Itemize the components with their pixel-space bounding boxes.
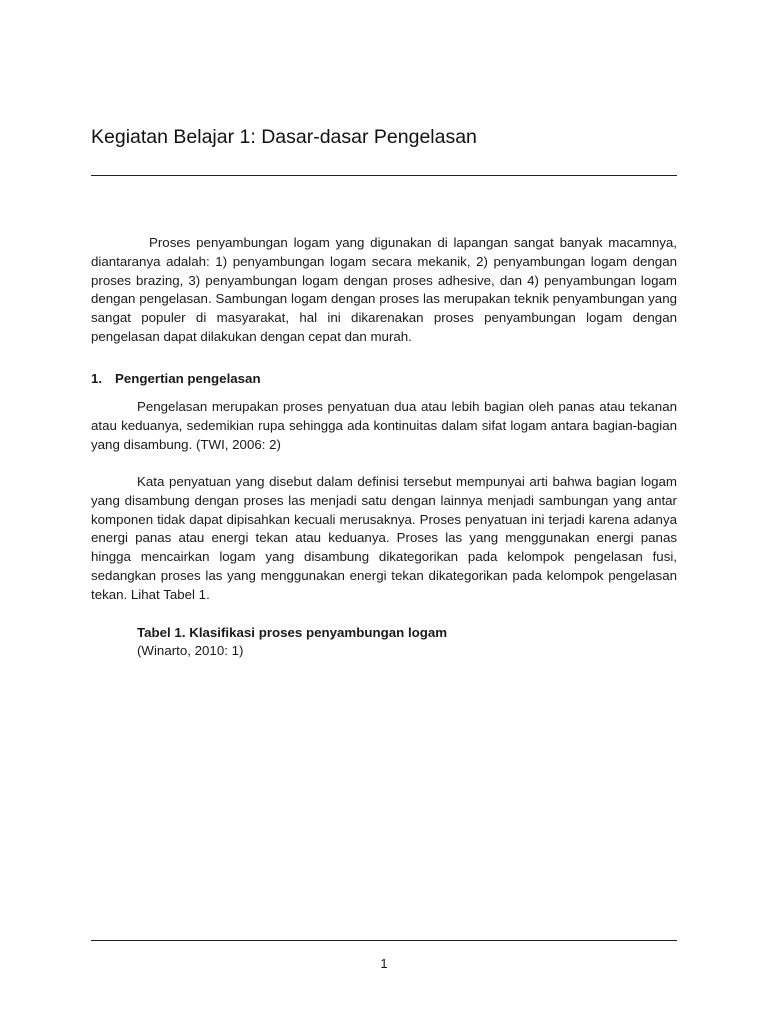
explanation-paragraph: Kata penyatuan yang disebut dalam definisi tersebut mempunyai arti bahwa bagian logam yang disambung dengan proses las menjadi satu dengan lainnya menjadi sambungan yang antar komponen tidak dapat dipisahkan kecuali merusaknya. Proses penyatuan ini terjadi karena adanya energi panas atau energi tekan atau keduanya. Proses las yang menggunakan energi panas hingga mencairkan logam yang disambung dikategorikan pada kelompok pengelasan fusi, sedangkan proses las yang menggunakan energi tekan dikategorikan pada kelompok pengelasan tekan. Lihat Tabel 1. — [91, 474, 677, 602]
page-number: 1 — [380, 956, 388, 971]
intro-paragraph: Proses penyambungan logam yang digunakan di lapangan sangat banyak macamnya, diantaranya adalah: 1) penyambungan logam secara mekanik, 2) penyambungan logam dengan proses brazing, 3) penyambungan logam dengan proses adhesive, dan 4) penyambungan logam dengan pengelasan. Sambungan logam dengan proses las merupakan teknik penyambungan yang sangat populer di masyarakat, hal ini dikarenakan proses penyambungan logam dengan pengelasan dapat dilakukan dengan cepat dan murah. — [91, 235, 677, 344]
section-heading-text: Pengertian pengelasan — [115, 371, 261, 386]
table-caption: Tabel 1. Klasifikasi proses penyambungan logam — [137, 625, 448, 640]
section-heading — [91, 370, 261, 388]
definition-paragraph: Pengelasan merupakan proses penyatuan dua atau lebih bagian oleh panas atau tekanan atau keduanya, sedemikian rupa sehingga ada kontinuitas dalam sifat logam antara bagian-bagian yang disambung. (TWI, 2006: 2) — [91, 399, 677, 452]
title-divider — [91, 175, 677, 176]
footer-divider — [91, 940, 677, 941]
page-title: Kegiatan Belajar 1: Dasar-dasar Pengelasan — [91, 126, 477, 148]
table-source: (Winarto, 2010: 1) — [137, 643, 244, 658]
section-number: 1. — [91, 371, 103, 386]
